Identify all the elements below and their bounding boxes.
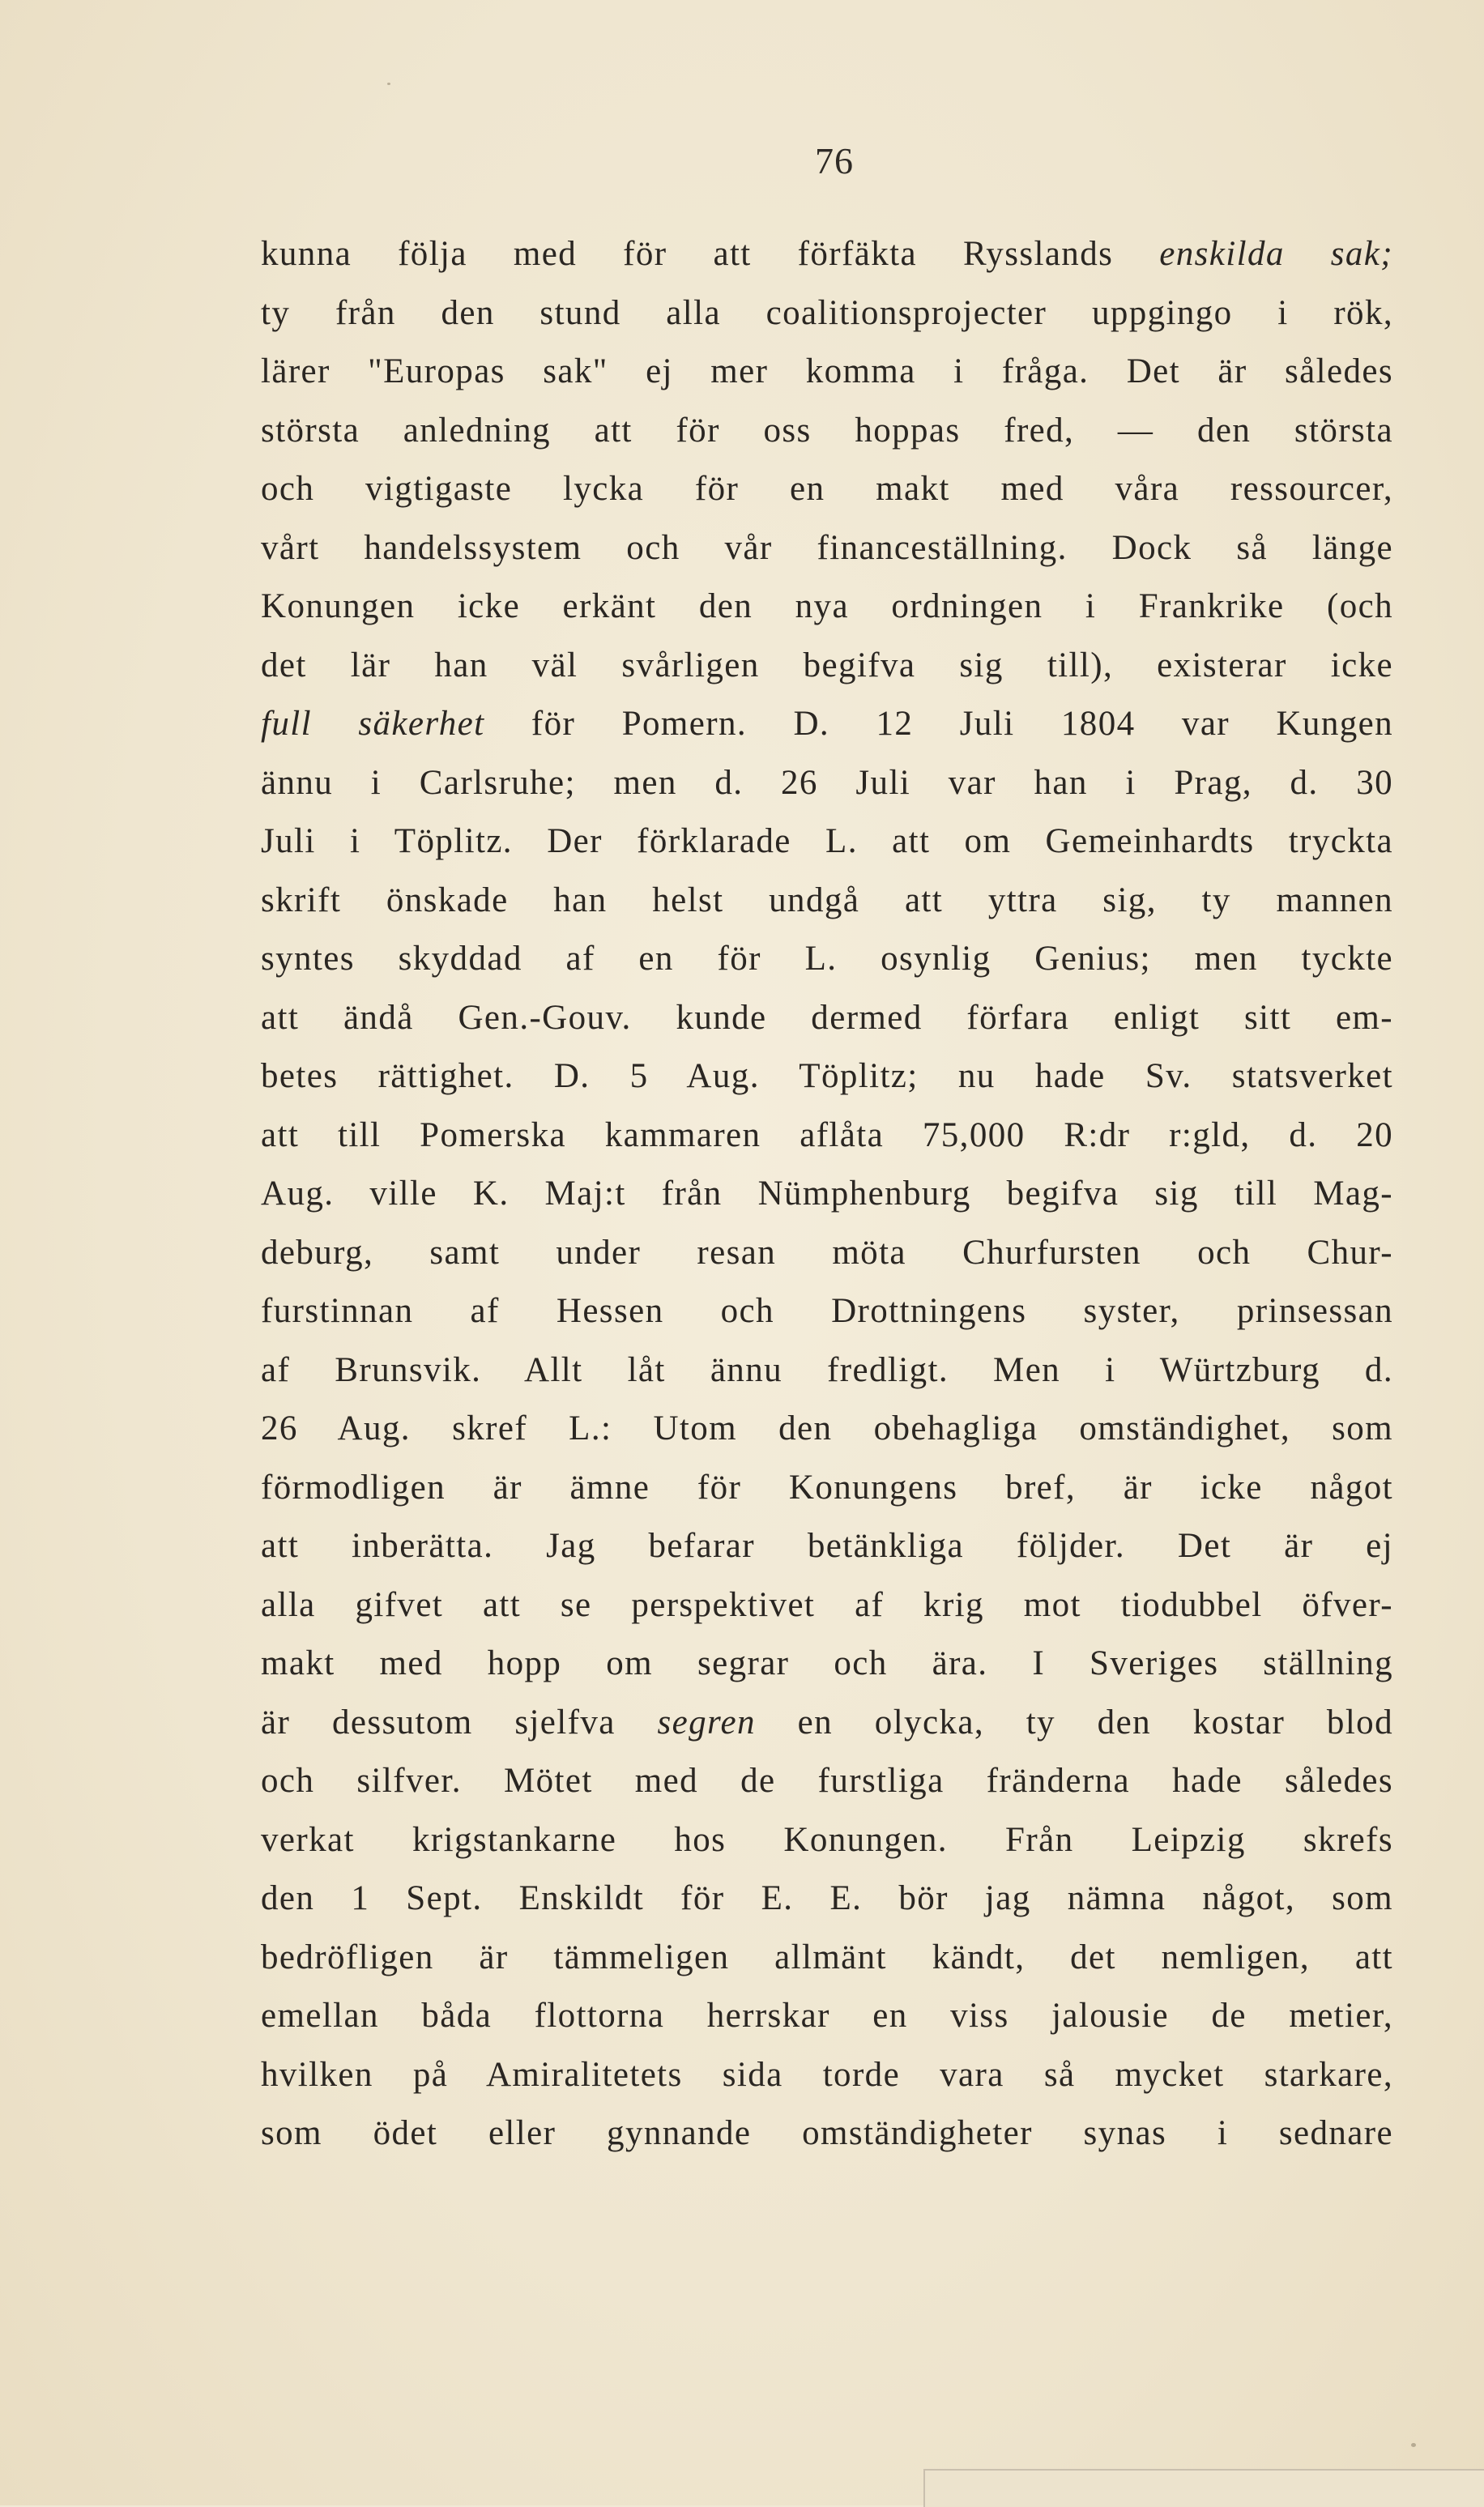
text-line: [261, 1282, 1393, 1341]
text-line: [261, 343, 1393, 402]
text-line: [261, 1635, 1393, 1694]
text-segment: kunna följa med för att förfäkta Rysslands: [261, 235, 1160, 273]
page-edge-mark: [923, 2469, 1484, 2507]
text-segment: som ödet eller gynnande omständigheter synas i sednare: [261, 2114, 1393, 2152]
text-segment: syntes skyddad af en för L. osynlig Genius; men tyckte: [261, 940, 1393, 978]
body-text: [261, 225, 1393, 2164]
text-segment: emellan båda flottorna herrskar en viss jalousie de metier,: [261, 1997, 1393, 2035]
text-line: [261, 1811, 1393, 1870]
text-segment: för Pomern. D. 12 Juli 1804 var Kungen: [484, 705, 1394, 743]
text-segment: hvilken på Amiralitetets sida torde vara så mycket starkare,: [261, 2055, 1393, 2094]
text-line: [261, 402, 1393, 461]
text-segment: lärer "Europas sak" ej mer komma i fråga. Det är således: [261, 352, 1393, 390]
text-segment: af Brunsvik. Allt låt ännu fredligt. Men i Würtzburg d.: [261, 1350, 1393, 1389]
paper-speck: [1411, 2443, 1416, 2447]
text-segment: är dessutom sjelfva: [261, 1703, 658, 1742]
text-segment: vårt handelssystem och vår financeställning. Dock så länge: [261, 528, 1393, 567]
text-segment: Juli i Töplitz. Der förklarade L. att om Gemeinhardts tryckta: [261, 822, 1393, 860]
text-line: [261, 930, 1393, 989]
text-line: [261, 1929, 1393, 1988]
text-line: [261, 1165, 1393, 1224]
text-line: [261, 1517, 1393, 1576]
text-line: [261, 1459, 1393, 1518]
text-segment: och vigtigaste lycka för en makt med våra ressourcer,: [261, 470, 1393, 508]
text-segment: Aug. ville K. Maj:t från Nümphenburg begifva sig till Mag-: [261, 1175, 1393, 1213]
text-segment: den 1 Sept. Enskildt för E. E. bör jag nämna något, som: [261, 1879, 1393, 1917]
text-line: [261, 460, 1393, 519]
text-line: [261, 1694, 1393, 1753]
text-line: [261, 1752, 1393, 1811]
text-segment: furstinnan af Hessen och Drottningens syster, prinsessan: [261, 1292, 1393, 1330]
text-segment: en olycka, ty den kostar blod: [755, 1703, 1393, 1742]
text-segment: verkat krigstankarne hos Konungen. Från Leipzig skrefs: [261, 1820, 1393, 1859]
text-line: [261, 1987, 1393, 2046]
text-segment: förmodligen är ämne för Konungens bref, är icke något: [261, 1468, 1393, 1507]
text-line: [261, 1400, 1393, 1459]
text-segment: att till Pomerska kammaren aflåta 75,000 R:dr r:gld, d. 20: [261, 1115, 1393, 1154]
text-line: [261, 225, 1393, 284]
text-segment: makt med hopp om segrar och ära. I Sveriges ställning: [261, 1644, 1393, 1682]
text-segment: bedröfligen är tämmeligen allmänt kändt, det nemligen, att: [261, 1938, 1393, 1976]
text-segment: deburg, samt under resan möta Churfursten och Chur-: [261, 1233, 1393, 1272]
text-line: [261, 812, 1393, 872]
text-segment: 26 Aug. skref L.: Utom den obehagliga omständighet, som: [261, 1409, 1393, 1447]
text-segment: ännu i Carlsruhe; men d. 26 Juli var han i Prag, d. 30: [261, 763, 1393, 802]
text-segment: Konungen icke erkänt den nya ordningen i Frankrike (och: [261, 587, 1393, 625]
italic-text: segren: [657, 1703, 756, 1742]
text-line: [261, 695, 1393, 754]
italic-text: enskilda sak;: [1159, 235, 1393, 273]
text-line: [261, 1870, 1393, 1929]
text-line: [261, 2104, 1393, 2164]
text-segment: det lär han väl svårligen begifva sig till), existerar icke: [261, 646, 1393, 684]
text-line: [261, 1341, 1393, 1401]
text-segment: största anledning att för oss hoppas fred, — den största: [261, 411, 1393, 450]
text-line: [261, 1106, 1393, 1166]
text-line: [261, 754, 1393, 813]
text-segment: betes rättighet. D. 5 Aug. Töplitz; nu hade Sv. statsverket: [261, 1057, 1393, 1095]
italic-text: full säkerhet: [261, 705, 485, 743]
text-line: [261, 1576, 1393, 1635]
text-segment: att ändå Gen.-Gouv. kunde dermed förfara enligt sitt em-: [261, 998, 1393, 1037]
text-line: [261, 1047, 1393, 1106]
text-segment: ty från den stund alla coalitionsprojecter uppgingo i rök,: [261, 293, 1393, 332]
text-line: [261, 989, 1393, 1048]
text-line: [261, 872, 1393, 931]
text-line: [261, 578, 1393, 637]
text-segment: och silfver. Mötet med de furstliga fränderna hade således: [261, 1762, 1393, 1800]
text-segment: skrift önskade han helst undgå att yttra sig, ty mannen: [261, 880, 1393, 919]
text-line: [261, 1224, 1393, 1283]
text-segment: alla gifvet att se perspektivet af krig mot tiodubbel öfver-: [261, 1585, 1393, 1624]
text-line: [261, 284, 1393, 343]
paper-speck: [387, 83, 390, 85]
text-line: [261, 637, 1393, 696]
text-line: [261, 519, 1393, 578]
text-line: [261, 2046, 1393, 2105]
page-number: 76: [815, 140, 854, 181]
text-segment: att inberätta. Jag befarar betänkliga följder. Det är ej: [261, 1527, 1393, 1565]
